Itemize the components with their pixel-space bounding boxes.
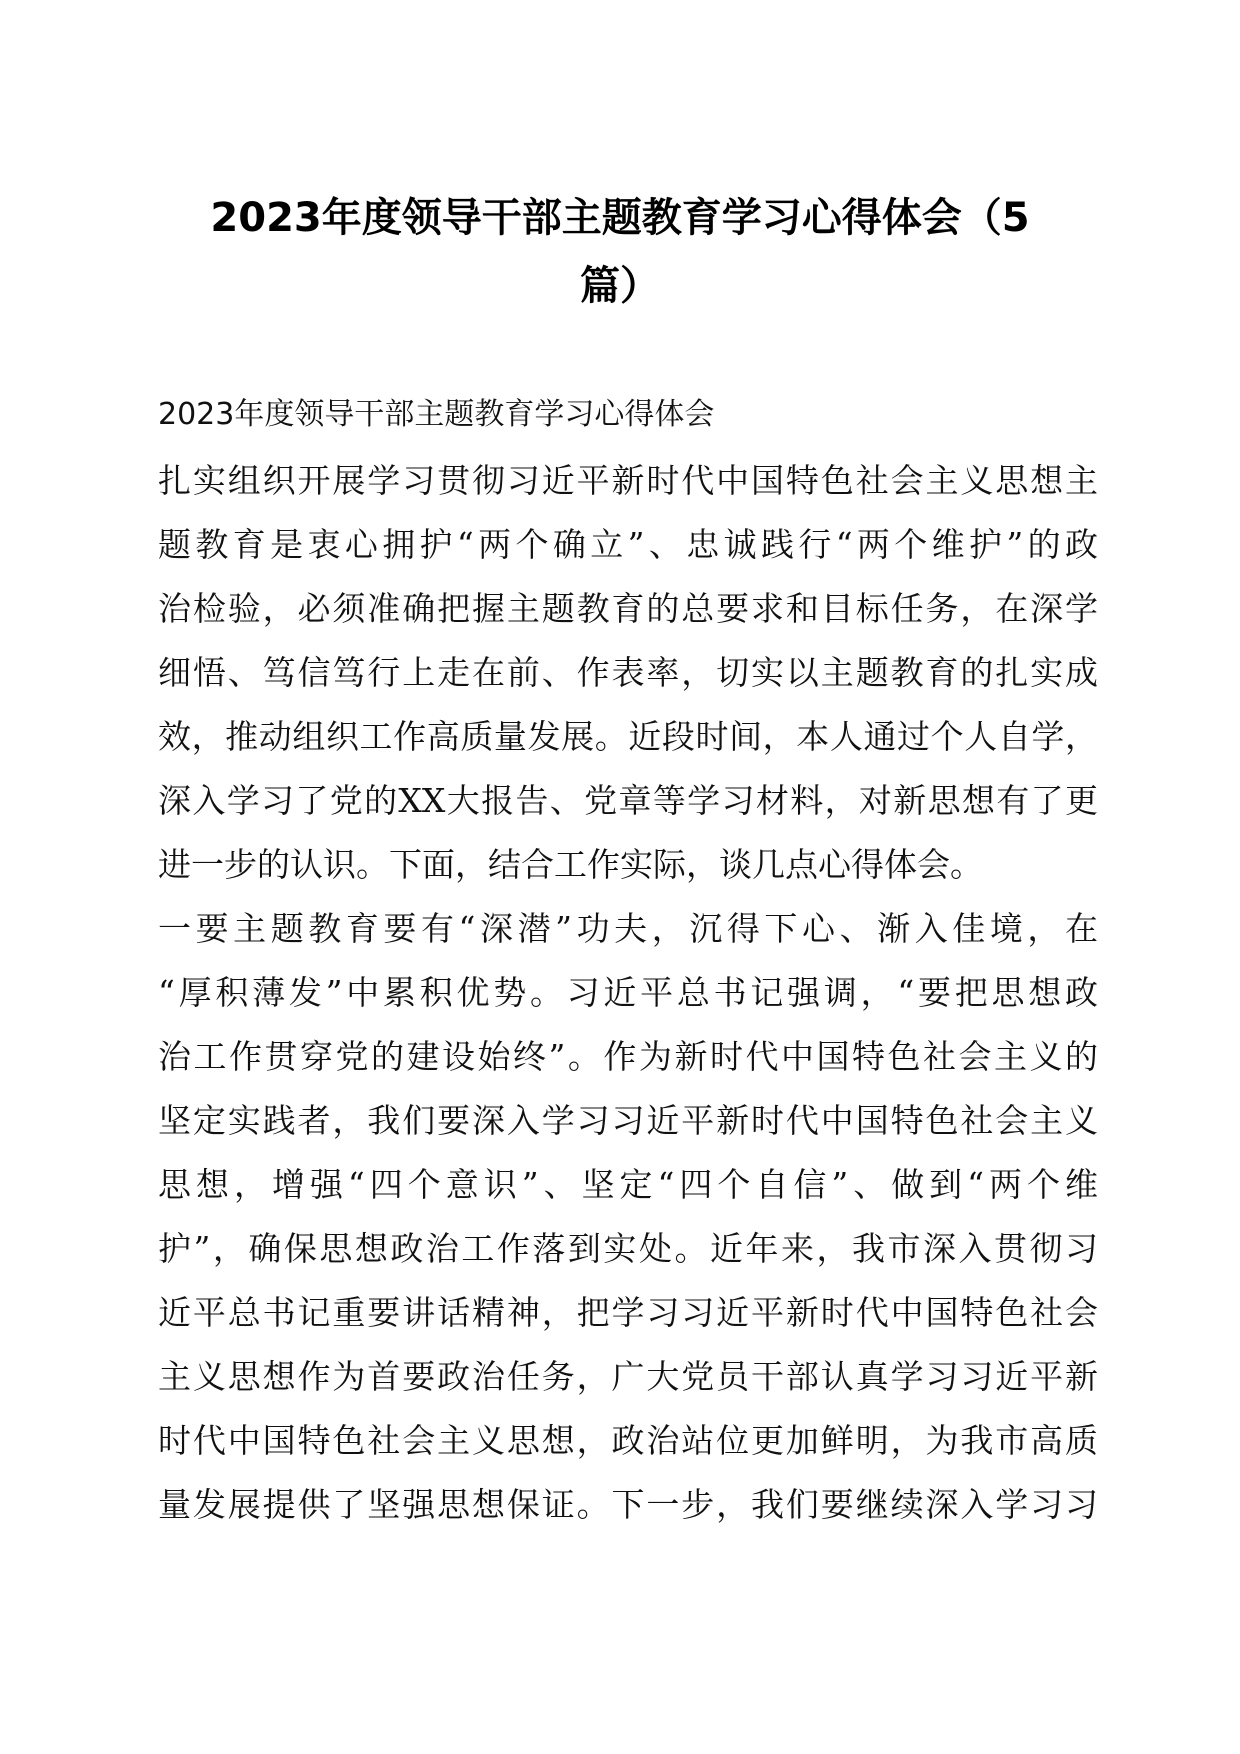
paragraph-1-line: 深入学习了党的XX大报告、党章等学习材料，对新思想有了更 xyxy=(158,781,1098,820)
paragraph-1-line: 治检验，必须准确把握主题教育的总要求和目标任务，在深学 xyxy=(158,589,1098,628)
paragraph-2-line: 主义思想作为首要政治任务，广大党员干部认真学习习近平新 xyxy=(158,1357,1098,1396)
document-subtitle: 2023年度领导干部主题教育学习心得体会 xyxy=(158,397,715,432)
paragraph-1-line: 细悟、笃信笃行上走在前、作表率，切实以主题教育的扎实成 xyxy=(158,653,1098,692)
paragraph-2-line: 量发展提供了坚强思想保证。下一步，我们要继续深入学习习 xyxy=(158,1485,1098,1524)
paragraph-1-line: 效，推动组织工作高质量发展。近段时间，本人通过个人自学， xyxy=(158,717,1098,756)
paragraph-2-line: 时代中国特色社会主义思想，政治站位更加鲜明，为我市高质 xyxy=(158,1421,1098,1460)
paragraph-2-line: 思想，增强“四个意识”、坚定“四个自信”、做到“两个维 xyxy=(158,1165,1098,1204)
paragraph-2-line: 治工作贯穿党的建设始终”。作为新时代中国特色社会主义的 xyxy=(158,1037,1098,1076)
paragraph-2-line: 坚定实践者，我们要深入学习习近平新时代中国特色社会主义 xyxy=(158,1101,1098,1140)
paragraph-2-line: 一要主题教育要有“深潜”功夫，沉得下心、渐入佳境，在 xyxy=(158,909,1098,948)
paragraph-1-line: 进一步的认识。下面，结合工作实际，谈几点心得体会。 xyxy=(158,845,983,884)
paragraph-1-line: 扎实组织开展学习贯彻习近平新时代中国特色社会主义思想主 xyxy=(158,461,1098,500)
paragraph-2-line: 护”，确保思想政治工作落到实处。近年来，我市深入贯彻习 xyxy=(158,1229,1098,1268)
paragraph-1-line: 题教育是衷心拥护“两个确立”、忠诚践行“两个维护”的政 xyxy=(158,525,1098,564)
paragraph-2-line: 近平总书记重要讲话精神，把学习习近平新时代中国特色社会 xyxy=(158,1293,1098,1332)
paragraph-2-line: “厚积薄发”中累积优势。习近平总书记强调，“要把思想政 xyxy=(158,973,1098,1012)
document-title-line-1: 2023年度领导干部主题教育学习心得体会（5 xyxy=(210,195,1030,241)
document-title-line-2: 篇） xyxy=(580,263,660,309)
